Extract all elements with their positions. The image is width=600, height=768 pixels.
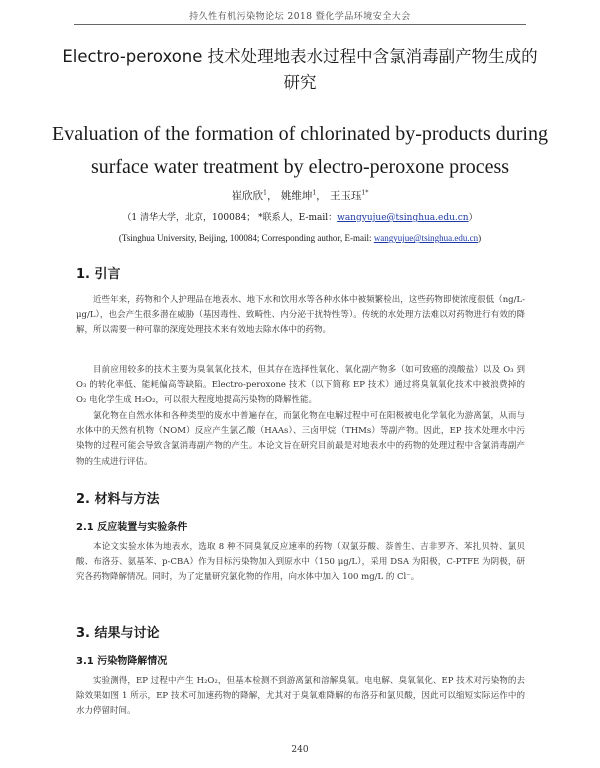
author-name: 王玉珏 — [330, 190, 362, 202]
subsection-heading-reactor: 2.1 反应装置与实验条件 — [76, 522, 188, 533]
page-number: 240 — [291, 745, 309, 755]
author-name: 姚维坤 — [280, 190, 313, 202]
author-affiliation-mark: 1 — [263, 189, 267, 197]
affiliation-english: (Tsinghua University, Beijing, 100084; Corresponding author, E-mail: wangyujue@tsinghua.edu.cn) — [118, 233, 482, 243]
running-header: 持久性有机污染物论坛 2018 暨化学品环境安全大会 — [189, 12, 411, 22]
affiliation-chinese: （1 清华大学，北京，100084； *联系人，E-mail：wangyujue@tsinghua.edu.cn） — [122, 213, 478, 223]
affiliation-text: （1 清华大学，北京，100084； *联系人，E-mail： — [122, 213, 338, 223]
section-heading-methods: 2. 材料与方法 — [76, 492, 160, 507]
author-name: 崔欣欣 — [231, 190, 264, 202]
intro-paragraph-1: 近些年来，药物和个人护理品在地表水、地下水和饮用水等各种水体中被频繁检出，这些药物即使浓度很低（ng/L-μg/L），也会产生很多潜在威胁（基因毒性、致畸性、内分泌干扰特性等）。传统的水处理方法难以对药物进行有效的降解，所以需要一种可靠的深度处理技术来有效地去除水体中的药物。 — [76, 295, 525, 336]
author-line: 崔欣欣$^1$， 姚维坤$^1$， 王玉珏$^{1*}$ — [231, 189, 369, 202]
author-affiliation-mark: 1 — [312, 189, 317, 197]
section-heading-introduction: 1. 引言 — [76, 267, 121, 282]
subsection-heading-degradation: 3.1 污染物降解情况 — [76, 656, 168, 667]
intro-paragraph-2: 目前应用较多的技术主要为臭氧氧化技术，但其存在选择性氧化、氧化副产物多（如可致癌的溴酸盐）以及 O₃ 到 O₃ 的转化率低、能耗偏高等缺陷。Electro-peroxone 技术（以下简称 EP 技术）通过将臭氧氧化技术中被浪费掉的 O₂ 电化学生成 H₂O₂，可以很大程度地提高污染物的降解性能。 — [76, 365, 525, 406]
title-english: Evaluation of the formation of chlorinated by-products during surface water treatment by electro-peroxone process — [52, 123, 548, 178]
email-link[interactable]: wangyujue@tsinghua.edu.cn — [373, 233, 479, 243]
header-rule — [74, 24, 526, 25]
title-chinese: Electro-peroxone 技术处理地表水过程中含氯消毒副产物生成的研究 — [62, 47, 538, 92]
email-link[interactable]: wangyujue@tsinghua.edu.cn — [337, 213, 469, 223]
affiliation-text: (Tsinghua University, Beijing, 100084; Corresponding author, E-mail: — [118, 233, 374, 243]
methods-paragraph: 本论文实验水体为地表水，选取 8 种不同臭氧反应速率的药物（双氯芬酸、萘普生、吉非罗齐、苯扎贝特、氯贝酸、布洛芬、氨基苯、p-CBA）作为目标污染物加入到原水中（150 μg/L），采用 DSA 为阳极，C-PTFE 为阴极，研究各药物降解情况。同时，为了定量研究氯化物的作用，向水体中加入 100 mg/L 的 Cl⁻。 — [76, 542, 525, 583]
results-paragraph: 实验测得，EP 过程中产生 H₂O₂，但基本检测不到游离氯和溶解臭氧。电电解、臭氧氧化、EP 技术对污染物的去除效果如图 1 所示，EP 技术可加速药物的降解，尤其对于臭氧难降解的布洛芬和氯贝酸，因此可以缩短实际运作中的水力停留时间。 — [76, 676, 525, 717]
author-affiliation-mark: 1* — [361, 189, 369, 197]
section-heading-results: 3. 结果与讨论 — [76, 626, 160, 641]
intro-paragraph-3: 氯化物在自然水体和各种类型的废水中普遍存在，而氯化物在电解过程中可在阳极被电化学氧化为游离氯，从而与水体中的天然有机物（NOM）反应产生氯乙酸（HAAs）、三卤甲烷（THMs）等副产物。因此，EP 技术处理水中污染物的过程可能会导致含氯消毒副产物的产生。本论文旨在研究目前最是对地表水中的药物的处理过程中含氯消毒副产物的生成进行评估。 — [76, 411, 525, 467]
